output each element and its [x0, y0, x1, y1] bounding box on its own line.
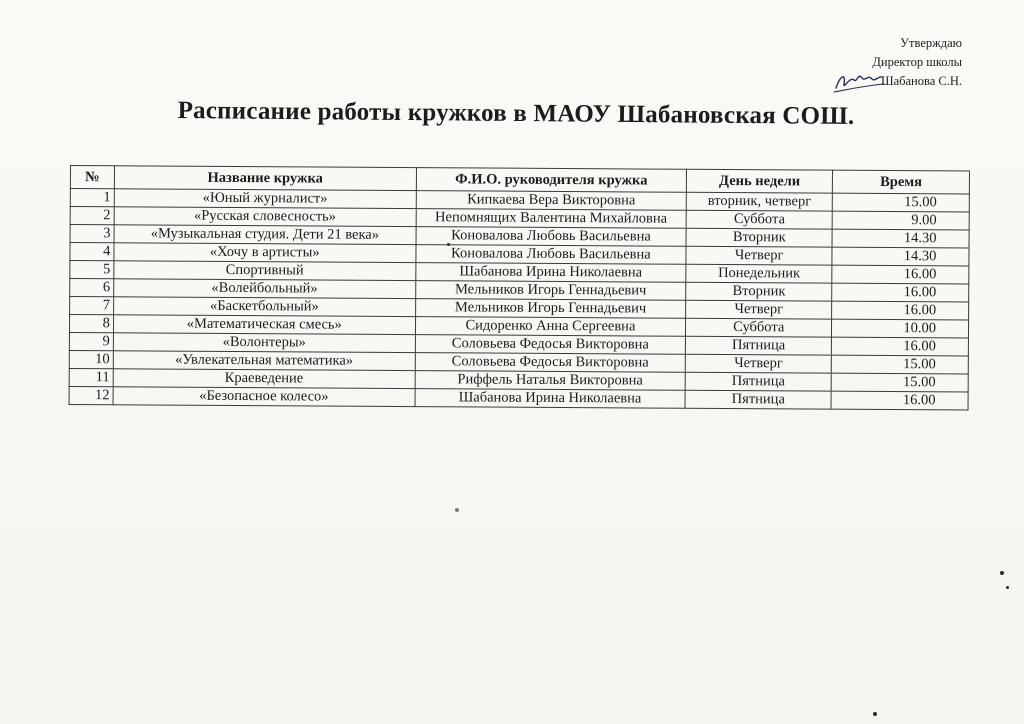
- weekday: Пятница: [685, 372, 831, 391]
- scan-speck: [873, 712, 877, 716]
- row-number: 11: [69, 368, 113, 386]
- time: 15.00: [832, 355, 969, 374]
- scan-speck: [447, 243, 450, 246]
- header-weekday: День недели: [686, 169, 832, 193]
- leader-name: Кипкаева Вера Викторовна: [416, 191, 687, 211]
- weekday: Пятница: [685, 390, 831, 409]
- weekday: Четверг: [685, 354, 831, 373]
- header-number: №: [70, 166, 114, 189]
- row-number: 4: [70, 243, 114, 261]
- time: 10.00: [832, 319, 969, 338]
- header-leader: Ф.И.О. руководителя кружка: [416, 168, 687, 193]
- leader-name: Шабанова Ирина Николаевна: [415, 389, 686, 409]
- club-name: «Увлекательная математика»: [113, 351, 415, 371]
- scan-speck: [455, 508, 459, 512]
- document-title: Расписание работы кружков в МАОУ Шабановская СОШ.: [177, 97, 855, 130]
- time: 16.00: [832, 301, 969, 320]
- row-number: 1: [70, 189, 114, 207]
- leader-name: Коновалова Любовь Васильевна: [416, 245, 687, 265]
- row-number: 5: [70, 261, 114, 279]
- weekday: Суббота: [686, 318, 832, 337]
- row-number: 12: [69, 386, 113, 404]
- row-number: 8: [69, 315, 113, 333]
- club-name: «Баскетбольный»: [113, 297, 415, 317]
- weekday: вторник, четверг: [686, 192, 832, 211]
- approval-line-3: Шабанова С.Н.: [880, 74, 962, 88]
- weekday: Суббота: [686, 210, 832, 229]
- header-club-name: Название кружка: [114, 166, 416, 191]
- time: 16.00: [831, 391, 968, 410]
- header-time: Время: [833, 170, 970, 194]
- weekday: Пятница: [685, 336, 831, 355]
- scan-speck: [1006, 586, 1009, 589]
- club-name: «Волонтеры»: [113, 333, 415, 353]
- club-name: Краеведение: [113, 369, 415, 389]
- club-name: «Хочу в артисты»: [114, 243, 416, 263]
- row-number: 9: [69, 332, 113, 350]
- row-number: 6: [70, 279, 114, 297]
- time: 14.30: [832, 247, 969, 266]
- row-number: 10: [69, 350, 113, 368]
- leader-name: Сидоренко Анна Сергеевна: [415, 317, 686, 337]
- weekday: Вторник: [686, 228, 832, 247]
- leader-name: Мельников Игорь Геннадьевич: [415, 299, 686, 319]
- club-name: «Юный журналист»: [114, 189, 416, 209]
- time: 9.00: [832, 211, 969, 230]
- club-name: «Музыкальная студия. Дети 21 века»: [114, 225, 416, 245]
- weekday: Четверг: [686, 246, 832, 265]
- schedule-table: [69, 165, 970, 410]
- club-name: «Безопасное колесо»: [113, 387, 415, 407]
- time: 16.00: [832, 337, 969, 356]
- scan-speck: [1000, 571, 1004, 575]
- leader-name: Мельников Игорь Геннадьевич: [415, 281, 686, 301]
- time: 14.30: [832, 229, 969, 248]
- club-name: «Математическая смесь»: [113, 315, 415, 335]
- weekday: Вторник: [686, 282, 832, 301]
- time: 15.00: [833, 193, 970, 212]
- approval-line-1: Утверждаю: [900, 36, 962, 50]
- approval-line-2: Директор школы: [872, 55, 962, 69]
- row-number: 7: [70, 297, 114, 315]
- leader-name: Непомнящих Валентина Михайловна: [416, 209, 687, 229]
- leader-name: Шабанова Ирина Николаевна: [416, 263, 687, 283]
- club-name: «Русская словесность»: [114, 207, 416, 227]
- handwritten-signature: [832, 62, 886, 96]
- row-number: 2: [70, 207, 114, 225]
- time: 16.00: [832, 265, 969, 284]
- weekday: Четверг: [686, 300, 832, 319]
- leader-name: Соловьева Федосья Викторовна: [415, 335, 686, 355]
- club-name: «Волейбольный»: [114, 279, 416, 299]
- time: 15.00: [831, 373, 968, 392]
- club-name: Спортивный: [114, 261, 416, 281]
- leader-name: Риффель Наталья Викторовна: [415, 371, 686, 391]
- weekday: Понедельник: [686, 264, 832, 283]
- time: 16.00: [832, 283, 969, 302]
- row-number: 3: [70, 225, 114, 243]
- leader-name: Соловьева Федосья Викторовна: [415, 353, 686, 373]
- leader-name: Коновалова Любовь Васильевна: [416, 227, 687, 247]
